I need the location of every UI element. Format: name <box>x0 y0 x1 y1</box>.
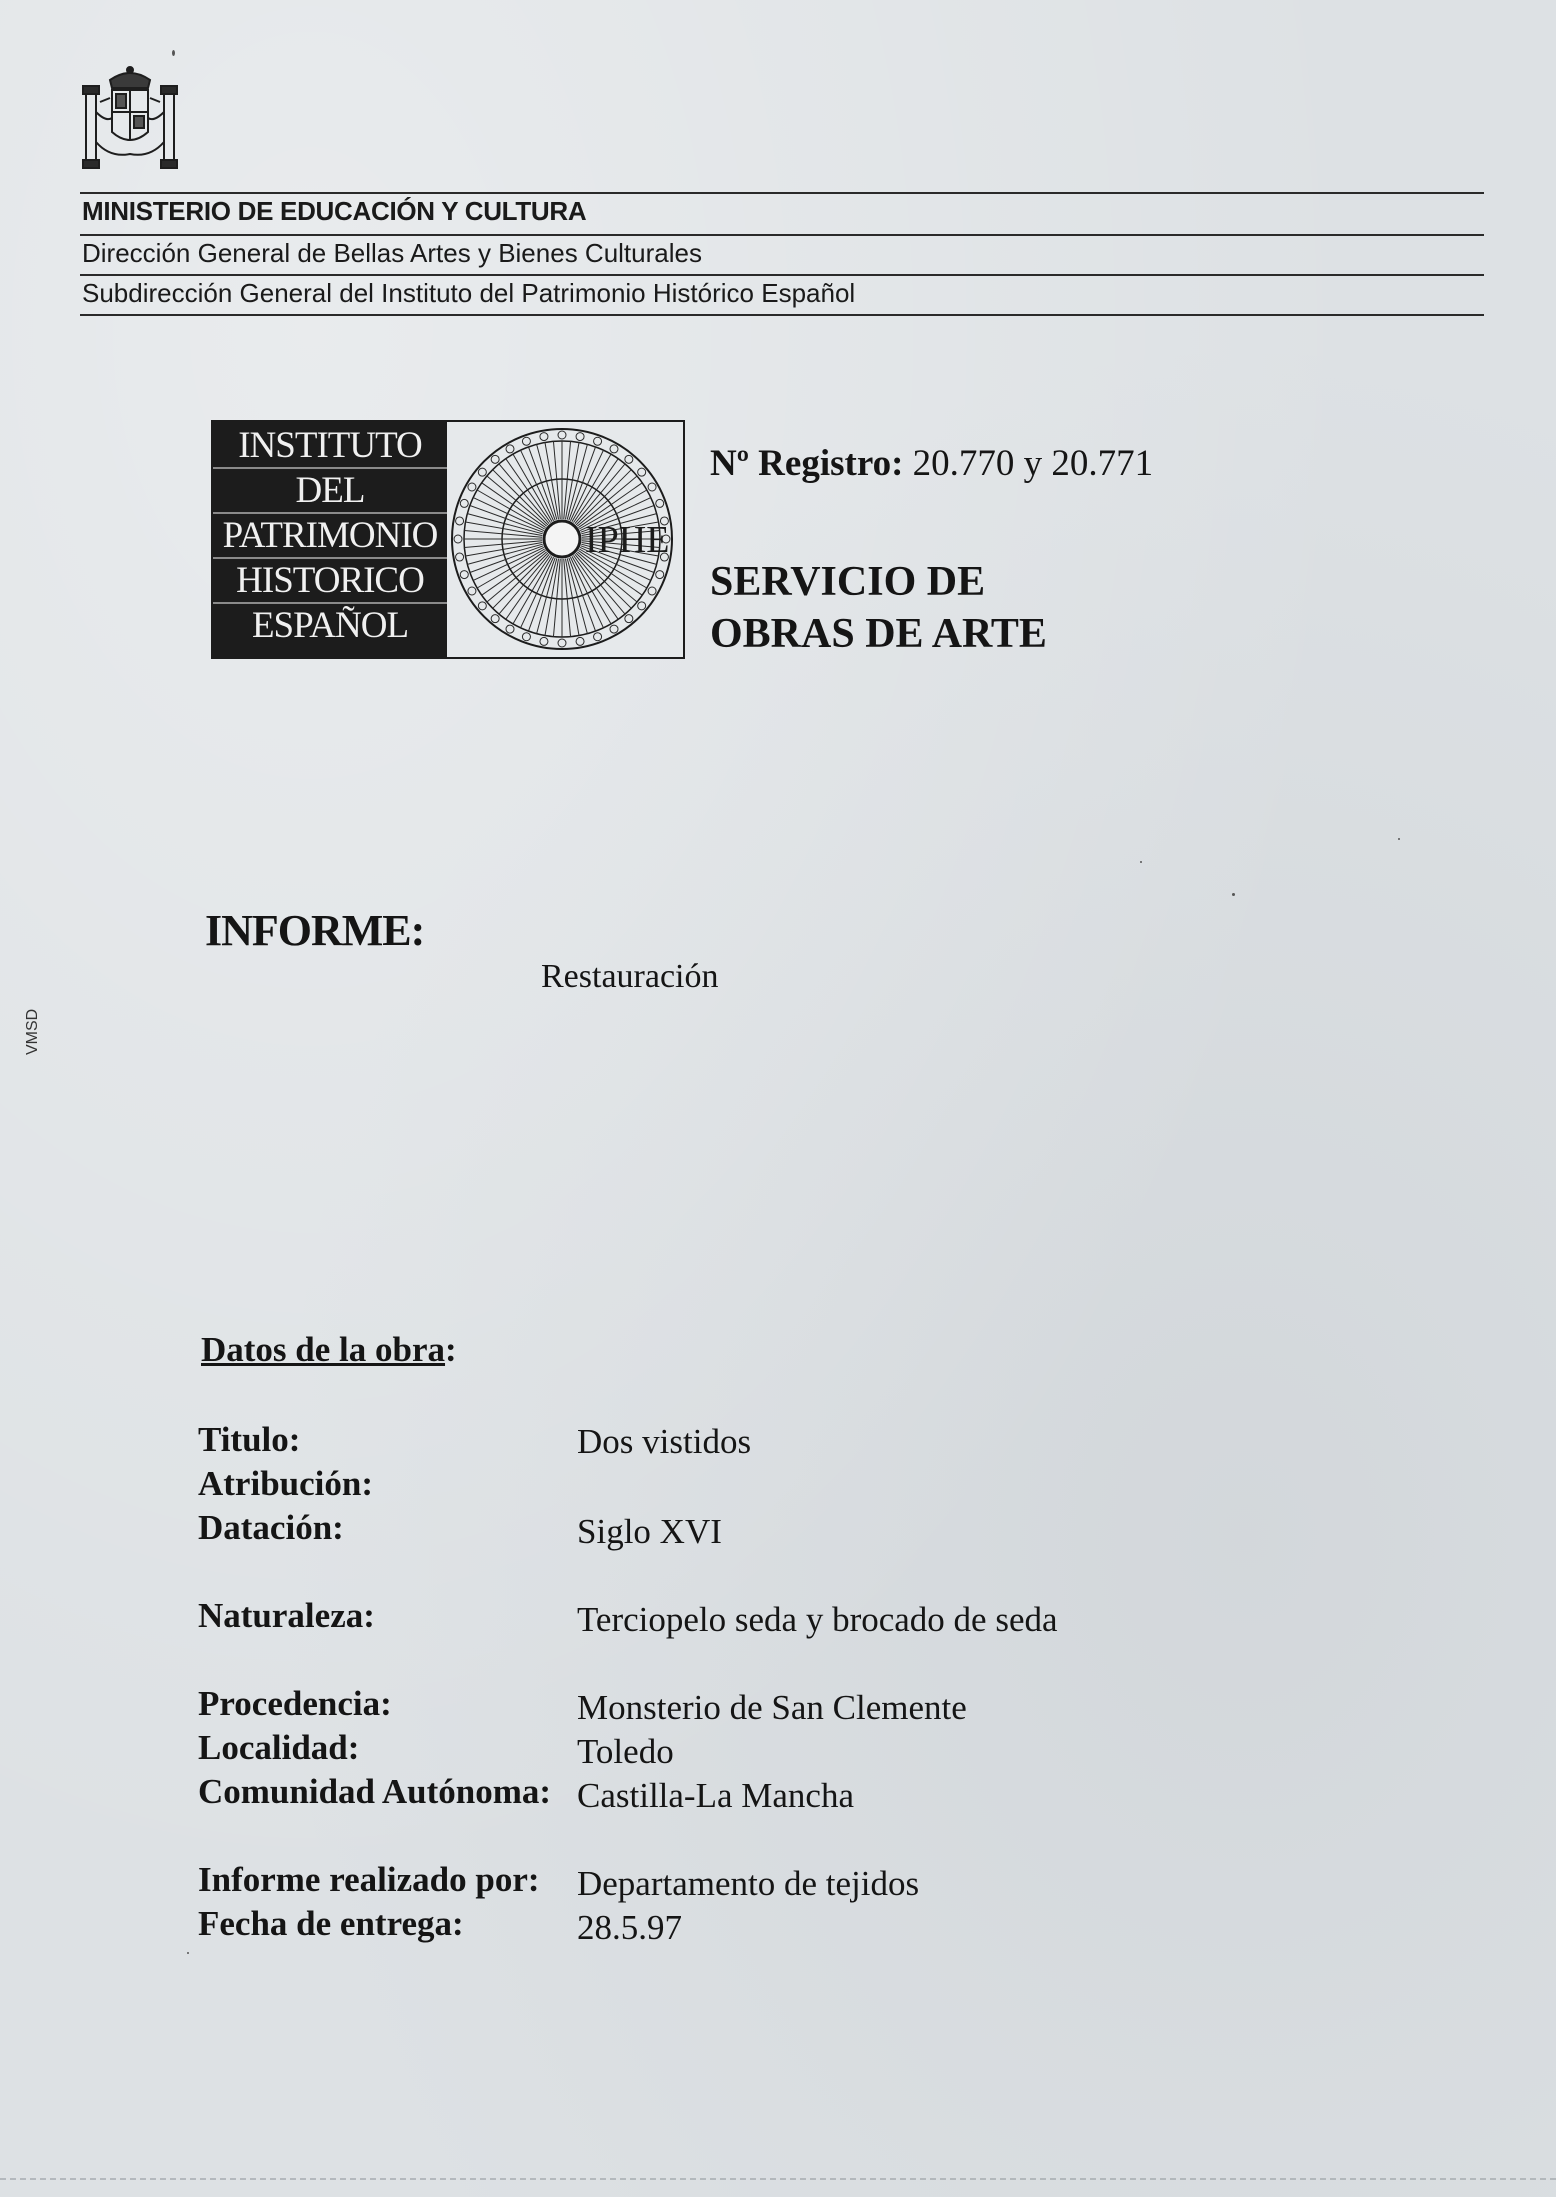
logo-line: PATRIMONIO <box>213 514 447 559</box>
rosette-spoke <box>467 544 542 564</box>
field-label-titulo: Titulo: <box>198 1420 301 1459</box>
iphe-logo <box>211 420 685 659</box>
direccion-general: Dirección General de Bellas Artes y Bienes Culturales <box>82 238 702 268</box>
rosette-bead <box>456 517 464 525</box>
rosette-spoke <box>573 459 618 523</box>
scan-edge <box>0 2178 1556 2182</box>
rosette-bead <box>625 455 633 463</box>
rosette-bead <box>478 468 486 476</box>
header-rule-1 <box>80 192 1484 194</box>
rosette-bead <box>656 571 664 579</box>
side-margin-mark: VMSD <box>24 1008 41 1055</box>
ministry-name: MINISTERIO DE EDUCACIÓN Y CULTURA <box>82 196 587 226</box>
header-rule-2 <box>80 234 1484 236</box>
rosette-bead <box>638 468 646 476</box>
logo-acronym: IPHE <box>585 519 670 561</box>
rosette-bead <box>506 445 514 453</box>
rosette-bead <box>468 483 476 491</box>
rosette-bead <box>656 499 664 507</box>
logo-name-block <box>213 422 447 657</box>
rosette-bead <box>610 625 618 633</box>
rosette-bead <box>638 602 646 610</box>
rosette-spoke <box>506 555 551 619</box>
datos-heading <box>201 1330 457 1370</box>
rosette-spoke <box>573 555 618 619</box>
registro-value: 20.770 y 20.771 <box>912 443 1154 484</box>
servicio-line-1: SERVICIO DE <box>710 559 986 605</box>
header-rule-3 <box>80 274 1484 276</box>
rosette-bead <box>460 571 468 579</box>
logo-line: DEL <box>213 469 447 514</box>
royal-crest-icon <box>80 62 180 174</box>
logo-line: ESPAÑOL <box>251 605 409 646</box>
field-label-procedencia: Procedencia: <box>198 1684 392 1723</box>
field-value-titulo: Dos vistidos <box>577 1422 752 1461</box>
field-value-comunidad: Castilla-La Mancha <box>577 1776 854 1815</box>
rosette-spoke <box>467 514 542 534</box>
field-value-naturaleza: Terciopelo seda y brocado de seda <box>577 1600 1058 1639</box>
rosette-bead <box>454 535 462 543</box>
scan-speck <box>187 1952 189 1954</box>
rosette-bead <box>522 437 530 445</box>
rosette-bead <box>576 433 584 441</box>
rosette-bead <box>558 639 566 647</box>
rosette-bead <box>594 437 602 445</box>
field-value-fecha: 28.5.97 <box>577 1908 682 1947</box>
field-label-fecha: Fecha de entrega: <box>198 1904 464 1943</box>
rosette-bead <box>468 587 476 595</box>
rosette-bead <box>576 637 584 645</box>
scan-speck <box>172 50 175 56</box>
servicio-title <box>710 556 1047 660</box>
field-value-procedencia: Monsterio de San Clemente <box>577 1688 967 1727</box>
datos-heading-colon: : <box>445 1330 457 1369</box>
rosette-bead <box>506 625 514 633</box>
informe-subtitle: Restauración <box>541 958 719 995</box>
rosette-bead <box>594 633 602 641</box>
informe-title: INFORME: <box>205 906 425 955</box>
subdireccion-general: Subdirección General del Instituto del Patrimonio Histórico Español <box>82 278 856 308</box>
rosette-bead <box>456 553 464 561</box>
field-label-naturaleza: Naturaleza: <box>198 1596 375 1635</box>
rosette-spoke <box>567 444 587 519</box>
rosette-bead <box>610 445 618 453</box>
field-value-localidad: Toledo <box>577 1732 674 1771</box>
logo-line: HISTORICO <box>213 559 447 604</box>
field-label-atribucion: Atribución: <box>198 1464 373 1503</box>
rosette-bead <box>478 602 486 610</box>
scan-speck <box>1232 893 1235 896</box>
scan-speck <box>1398 838 1400 840</box>
rosette-bead <box>460 499 468 507</box>
rosette-spoke <box>506 459 551 523</box>
field-value-datacion: Siglo XVI <box>577 1512 722 1551</box>
field-label-comunidad: Comunidad Autónoma: <box>198 1772 552 1811</box>
rosette-bead <box>540 637 548 645</box>
rosette-spoke <box>567 558 587 633</box>
rosette-bead <box>491 615 499 623</box>
rosette-bead <box>648 587 656 595</box>
scan-speck <box>1140 861 1142 863</box>
registro-label: Nº Registro: <box>710 443 904 484</box>
rosette-bead <box>540 433 548 441</box>
rosette-spoke <box>482 550 546 595</box>
rosette-spoke <box>537 444 557 519</box>
registro-line <box>710 442 1153 485</box>
logo-line: INSTITUTO <box>213 424 447 469</box>
rosette-bead <box>558 431 566 439</box>
rosette-bead <box>648 483 656 491</box>
rosette-spoke <box>537 558 557 633</box>
header-rule-4 <box>80 314 1484 316</box>
rosette-emblem-icon <box>449 422 683 657</box>
field-value-informe-por: Departamento de tejidos <box>577 1864 920 1903</box>
rosette-bead <box>522 633 530 641</box>
rosette-bead <box>491 455 499 463</box>
field-label-localidad: Localidad: <box>198 1728 360 1767</box>
rosette-spoke <box>482 483 546 528</box>
datos-heading-text: Datos de la obra <box>201 1330 446 1369</box>
field-label-informe-por: Informe realizado por: <box>198 1860 540 1899</box>
field-label-datacion: Datación: <box>198 1508 344 1547</box>
servicio-line-2: OBRAS DE ARTE <box>710 611 1047 657</box>
rosette-bead <box>625 615 633 623</box>
